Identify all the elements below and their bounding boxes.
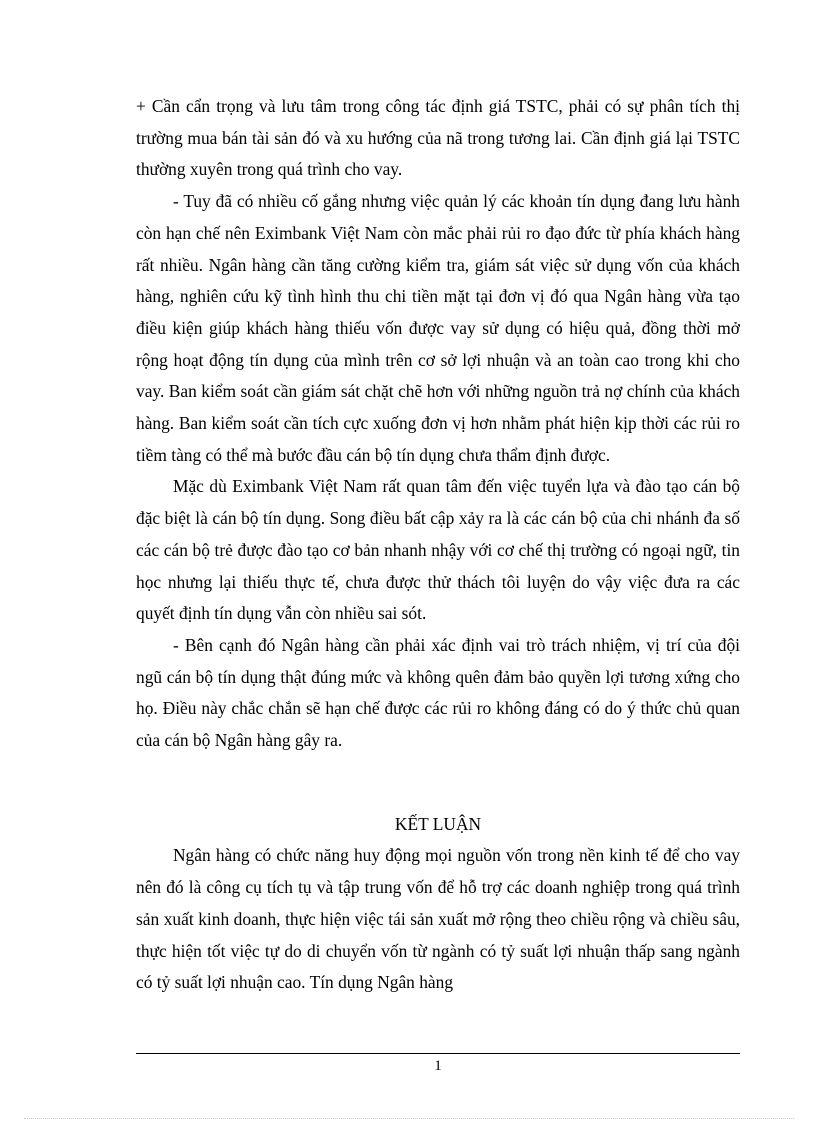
- document-body: [136, 91, 740, 999]
- section-spacer: [136, 757, 740, 809]
- paragraph-staff-responsibility: - Bên cạnh đó Ngân hàng cần phải xác định vai trò trách nhiệm, vị trí của đội ngũ cán bộ tín dụng thật đúng mức và không quên đảm bảo quyền lợi tương xứng cho họ. Điều này chắc chắn sẽ hạn chế được các rủi ro không đáng có do ý thức chủ quan của cán bộ Ngân hàng gây ra.: [136, 634, 740, 751]
- footer-divider: [136, 1053, 740, 1054]
- conclusion-paragraph: Ngân hàng có chức năng huy động mọi nguồn vốn trong nền kinh tế để cho vay nên đó là công cụ tích tụ và tập trung vốn để hỗ trợ các doanh nghiệp trong quá trình sản xuất kinh doanh, thực hiện việc tái sản xuất mở rộng theo chiều rộng và chiều sâu, thực hiện tốt việc tự do di chuyển vốn từ ngành có tỷ suất lợi nhuận thấp sang ngành có tỷ suất lợi nhuận cao. Tín dụng Ngân hàng: [136, 845, 740, 993]
- page-edge-dotted-line: [24, 1118, 794, 1119]
- page-number: 1: [434, 1058, 442, 1074]
- paragraph-credit-management: - Tuy đã có nhiều cố gắng nhưng việc quản lý các khoản tín dụng đang lưu hành còn hạn chế nên Eximbank Việt Nam còn mắc phải rủi ro đạo đức từ phía khách hàng rất nhiều. Ngân hàng cần tăng cường kiểm tra, giám sát việc sử dụng vốn của khách hàng, nghiên cứu kỹ tình hình thu chi tiền mặt tại đơn vị đó qua Ngân hàng vừa tạo điều kiện giúp khách hàng thiếu vốn được vay sử dụng có hiệu quả, đồng thời mở rộng hoạt động tín dụng của mình trên cơ sở lợi nhuận và an toàn cao trong khi cho vay. Ban kiểm soát cần giám sát chặt chẽ hơn với những nguồn trả nợ chính của khách hàng. Ban kiểm soát cần tích cực xuống đơn vị hơn nhằm phát hiện kịp thời các rủi ro tiềm tàng có thể mà bước đầu cán bộ tín dụng chưa thẩm định được.: [136, 191, 740, 465]
- paragraph-collateral-valuation: + Cần cẩn trọng và lưu tâm trong công tác định giá TSTC, phải có sự phân tích thị trường mua bán tài sản đó và xu hướng của nã trong tương lai. Cần định giá lại TSTC thường xuyên trong quá trình cho vay.: [136, 96, 740, 180]
- conclusion-heading: KẾT LUẬN: [394, 813, 482, 834]
- paragraph-staff-training: Mặc dù Eximbank Việt Nam rất quan tâm đến việc tuyển lựa và đào tạo cán bộ đặc biệt là cán bộ tín dụng. Song điều bất cập xảy ra là các cán bộ của chi nhánh đa số các cán bộ trẻ được đào tạo cơ bản nhanh nhậy với cơ chế thị trường có ngoại ngữ, tin học nhưng lại thiếu thực tế, chưa được thử thách tôi luyện do vậy việc đưa ra các quyết định tín dụng vẫn còn nhiều sai sót.: [136, 476, 740, 624]
